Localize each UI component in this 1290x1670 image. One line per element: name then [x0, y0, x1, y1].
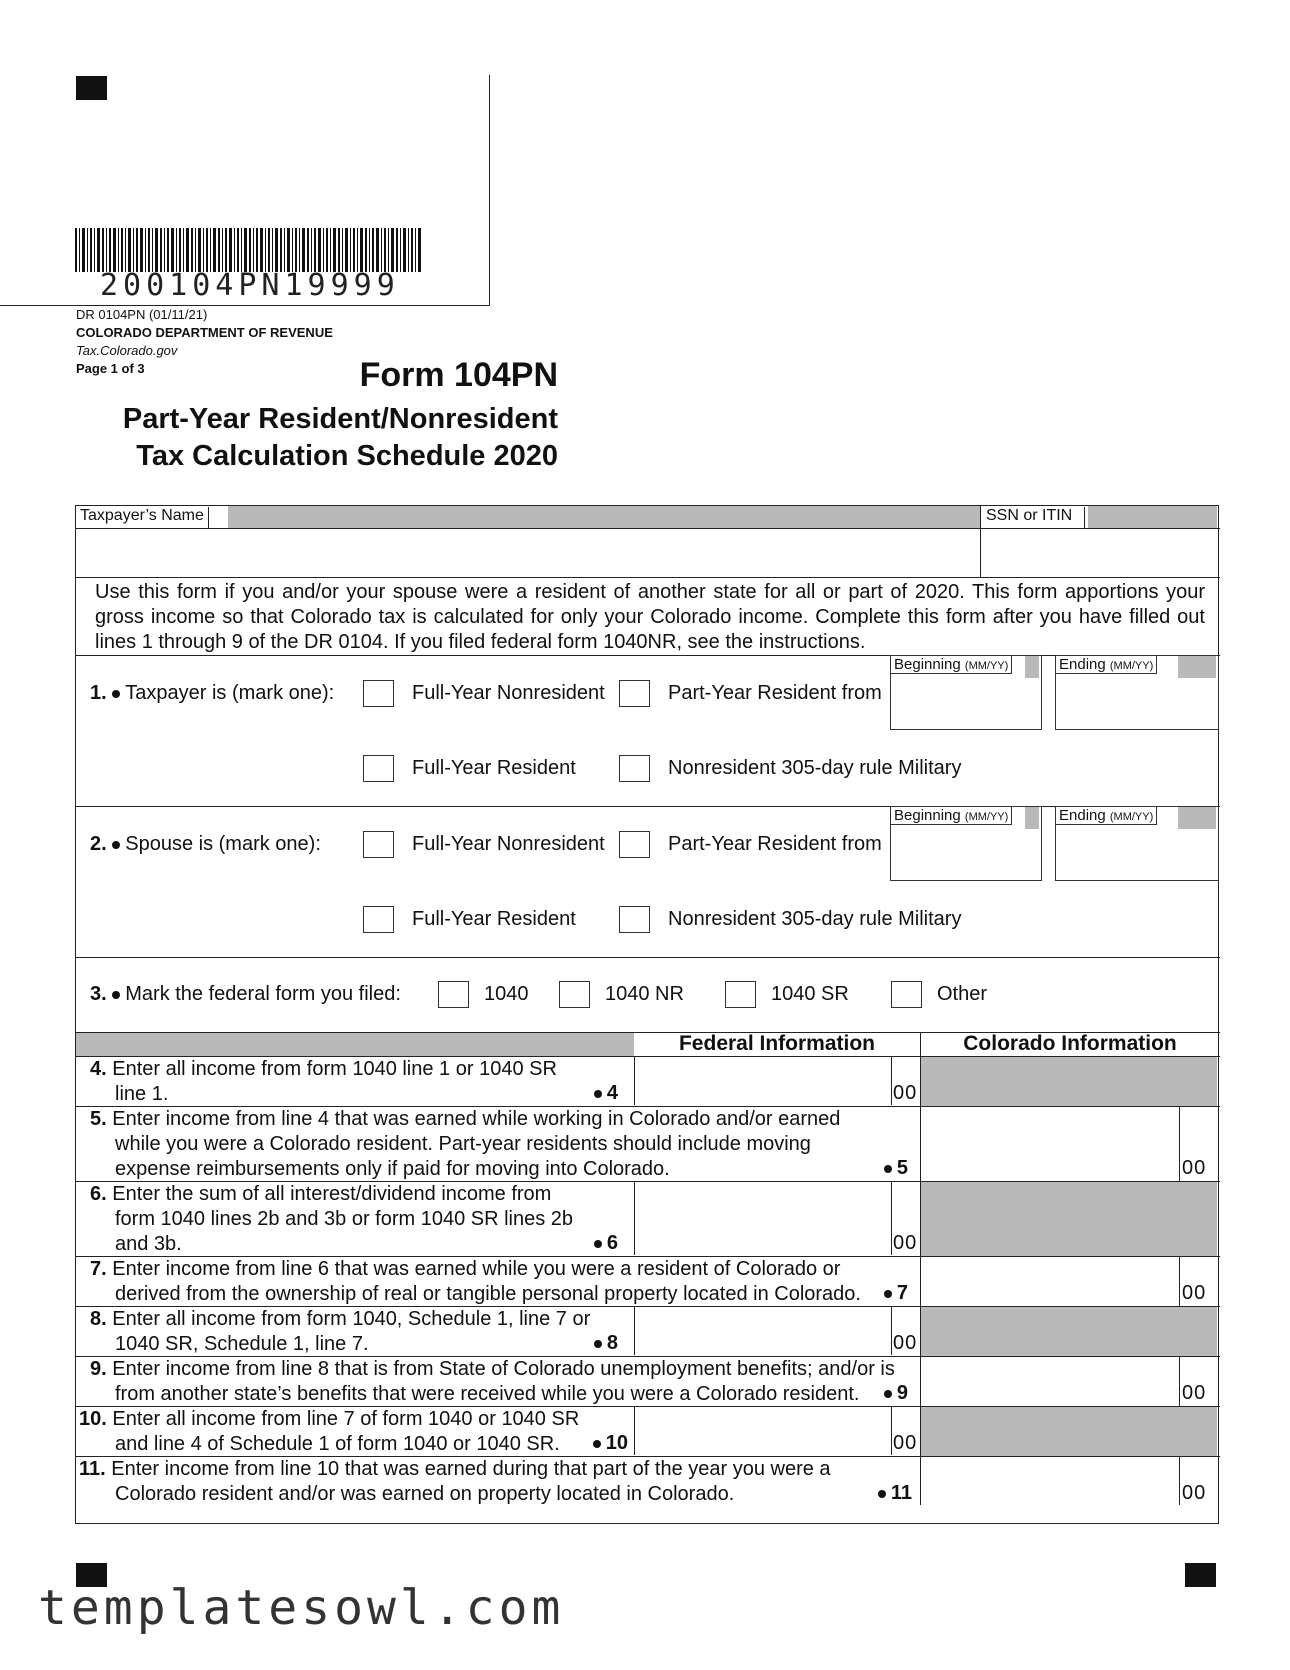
federal-form-label: 3. Mark the federal form you filed: [90, 983, 401, 1005]
form-code: DR 0104PN (01/11/21) [76, 307, 208, 322]
federal-form-1040nr-checkbox[interactable] [559, 981, 590, 1008]
line-8-cents: 00 [893, 1332, 918, 1354]
rule [75, 957, 1220, 958]
taxpayer-ending-label: Ending (MM/YY) [1056, 656, 1157, 674]
department-name: COLORADO DEPARTMENT OF REVENUE [76, 325, 333, 340]
line-4-ref: 4 [560, 1082, 618, 1105]
form-subtitle-2: Tax Calculation Schedule 2020 [136, 440, 558, 472]
date-shade [1025, 656, 1039, 678]
line-8-federal-input[interactable] [634, 1307, 892, 1355]
taxpayer-name-label: Taxpayer’s Name [80, 507, 209, 528]
taxpayer-military-label: Nonresident 305-day rule Military [668, 757, 962, 779]
line-5-cents: 00 [1182, 1157, 1207, 1179]
rule [980, 505, 981, 577]
date-shade [1178, 656, 1216, 678]
website: Tax.Colorado.gov [76, 343, 178, 358]
rule [920, 1406, 921, 1457]
line-6-federal-input[interactable] [634, 1182, 892, 1255]
federal-form-1040-checkbox[interactable] [438, 981, 469, 1008]
colorado-information-header: Colorado Information [963, 1032, 1177, 1055]
taxpayer-beginning-label: Beginning (MM/YY) [891, 656, 1012, 674]
line-6-text: 6. Enter the sum of all interest/dividend income from form 1040 lines 2b and 3b or form 1040 SR lines 2b and 3b. [90, 1183, 574, 1255]
spouse-part-year-resident-label: Part-Year Resident from [668, 833, 882, 855]
rule [75, 655, 1220, 656]
barcode-number: 200104PN19999 [100, 268, 400, 303]
intro-text: Use this form if you and/or your spouse were a resident of another state for all or part of 2020. This form apportions your gross income so that Colorado tax is calculated for only your Colorado income. Complete this form after you have filled out lines 1 through 9 of the DR 0104. If you filed federal form 1040NR, see the instructions. [95, 581, 1205, 653]
rule [75, 528, 1220, 529]
taxpayer-full-year-resident-label: Full-Year Resident [412, 757, 576, 779]
ssn-header-shade [1088, 506, 1217, 528]
line-9-cents: 00 [1182, 1382, 1207, 1404]
line-10-federal-input[interactable] [634, 1407, 892, 1455]
page-number: Page 1 of 3 [76, 361, 145, 376]
spouse-full-year-nonresident-checkbox[interactable] [363, 831, 394, 858]
line-7-colorado-input[interactable] [920, 1257, 1180, 1306]
federal-form-1040nr-label: 1040 NR [605, 983, 684, 1005]
registration-mark-bottom-right [1185, 1563, 1216, 1587]
line-11-text: 11. Enter income from line 10 that was earned during that part of the year you were a Colorado resident and/or was earned on property located in Colorado. [79, 1458, 831, 1505]
taxpayer-part-year-resident-checkbox[interactable] [619, 680, 650, 707]
watermark: templatesowl.com [38, 1580, 565, 1636]
column-header-shade [76, 1033, 634, 1056]
line-11-colorado-input[interactable] [920, 1457, 1180, 1505]
taxpayer-full-year-resident-checkbox[interactable] [363, 755, 394, 782]
line-6-cents: 00 [893, 1232, 918, 1254]
line-9-colorado-input[interactable] [920, 1357, 1180, 1406]
line-9-text: 9. Enter income from line 8 that is from State of Colorado unemployment benefits; and/or is from another state’s benefits that were received while you were a Colorado resident. [90, 1358, 895, 1405]
barcode [75, 228, 423, 272]
line-7-ref: 7 [850, 1282, 908, 1305]
line-5-text: 5. Enter income from line 4 that was earned while working in Colorado and/or earned while you were a Colorado resident. Part-year residents should include moving expense reimbursements only if paid for moving into Colorado. [90, 1108, 841, 1180]
rule [75, 577, 1220, 578]
taxpayer-name-input[interactable] [77, 530, 978, 576]
taxpayer-full-year-nonresident-checkbox[interactable] [363, 680, 394, 707]
line-7-cents: 00 [1182, 1282, 1207, 1304]
line-10-ref: 10 [560, 1432, 628, 1455]
spouse-status-label: 2. Spouse is (mark one): [90, 833, 321, 855]
taxpayer-part-year-resident-label: Part-Year Resident from [668, 682, 882, 704]
spouse-military-label: Nonresident 305-day rule Military [668, 908, 962, 930]
line-6-ref: 6 [560, 1232, 618, 1255]
line-10-cents: 00 [893, 1432, 918, 1454]
name-header-shade [228, 506, 980, 528]
line-4-federal-input[interactable] [634, 1057, 892, 1105]
spouse-full-year-resident-label: Full-Year Resident [412, 908, 576, 930]
rule [920, 1056, 921, 1107]
spouse-part-year-resident-checkbox[interactable] [619, 831, 650, 858]
taxpayer-military-checkbox[interactable] [619, 755, 650, 782]
federal-form-1040-label: 1040 [484, 983, 529, 1005]
taxpayer-status-label: 1. Taxpayer is (mark one): [90, 682, 335, 704]
line-5-colorado-input[interactable] [920, 1107, 1180, 1181]
line-8-ref: 8 [560, 1332, 618, 1355]
line-8-text: 8. Enter all income from form 1040, Schedule 1, line 7 or 1040 SR, Schedule 1, line 7. [90, 1308, 591, 1355]
date-shade [1178, 807, 1216, 829]
spouse-full-year-nonresident-label: Full-Year Nonresident [412, 833, 605, 855]
spouse-full-year-resident-checkbox[interactable] [363, 906, 394, 933]
rule [75, 806, 1220, 807]
line-4-cents: 00 [893, 1082, 918, 1104]
spouse-beginning-label: Beginning (MM/YY) [891, 807, 1012, 825]
ssn-input[interactable] [983, 530, 1216, 576]
federal-information-header: Federal Information [678, 1032, 876, 1055]
federal-form-1040sr-label: 1040 SR [771, 983, 849, 1005]
form-subtitle-1: Part-Year Resident/Nonresident [122, 403, 558, 435]
date-shade [1025, 807, 1039, 829]
line-9-ref: 9 [850, 1382, 908, 1405]
taxpayer-full-year-nonresident-label: Full-Year Nonresident [412, 682, 605, 704]
form-title: Form 104PN [359, 356, 558, 394]
line-5-ref: 5 [850, 1157, 908, 1180]
spouse-ending-label: Ending (MM/YY) [1056, 807, 1157, 825]
colorado-shade-line-10 [920, 1407, 1217, 1456]
line-10-text: 10. Enter all income from line 7 of form 1040 or 1040 SR and line 4 of Schedule 1 of form 1040 or 1040 SR. [79, 1408, 580, 1455]
line-7-text: 7. Enter income from line 6 that was earned while you were a resident of Colorado or derived from the ownership of real or tangible personal property located in Colorado. [90, 1258, 861, 1305]
federal-form-1040sr-checkbox[interactable] [725, 981, 756, 1008]
line-4-text: 4. Enter all income from form 1040 line 1 or 1040 SR line 1. [90, 1058, 557, 1105]
colorado-shade-line-6 [920, 1182, 1217, 1256]
rule [920, 1181, 921, 1257]
federal-form-other-checkbox[interactable] [891, 981, 922, 1008]
federal-form-other-label: Other [937, 983, 988, 1005]
ssn-label: SSN or ITIN [986, 507, 1085, 528]
rule [920, 1032, 921, 1056]
rule [920, 1306, 921, 1357]
line-11-ref: 11 [840, 1482, 912, 1505]
colorado-shade-line-4 [920, 1057, 1217, 1106]
line-11-cents: 00 [1182, 1482, 1207, 1504]
spouse-military-checkbox[interactable] [619, 906, 650, 933]
colorado-shade-line-8 [920, 1307, 1217, 1356]
